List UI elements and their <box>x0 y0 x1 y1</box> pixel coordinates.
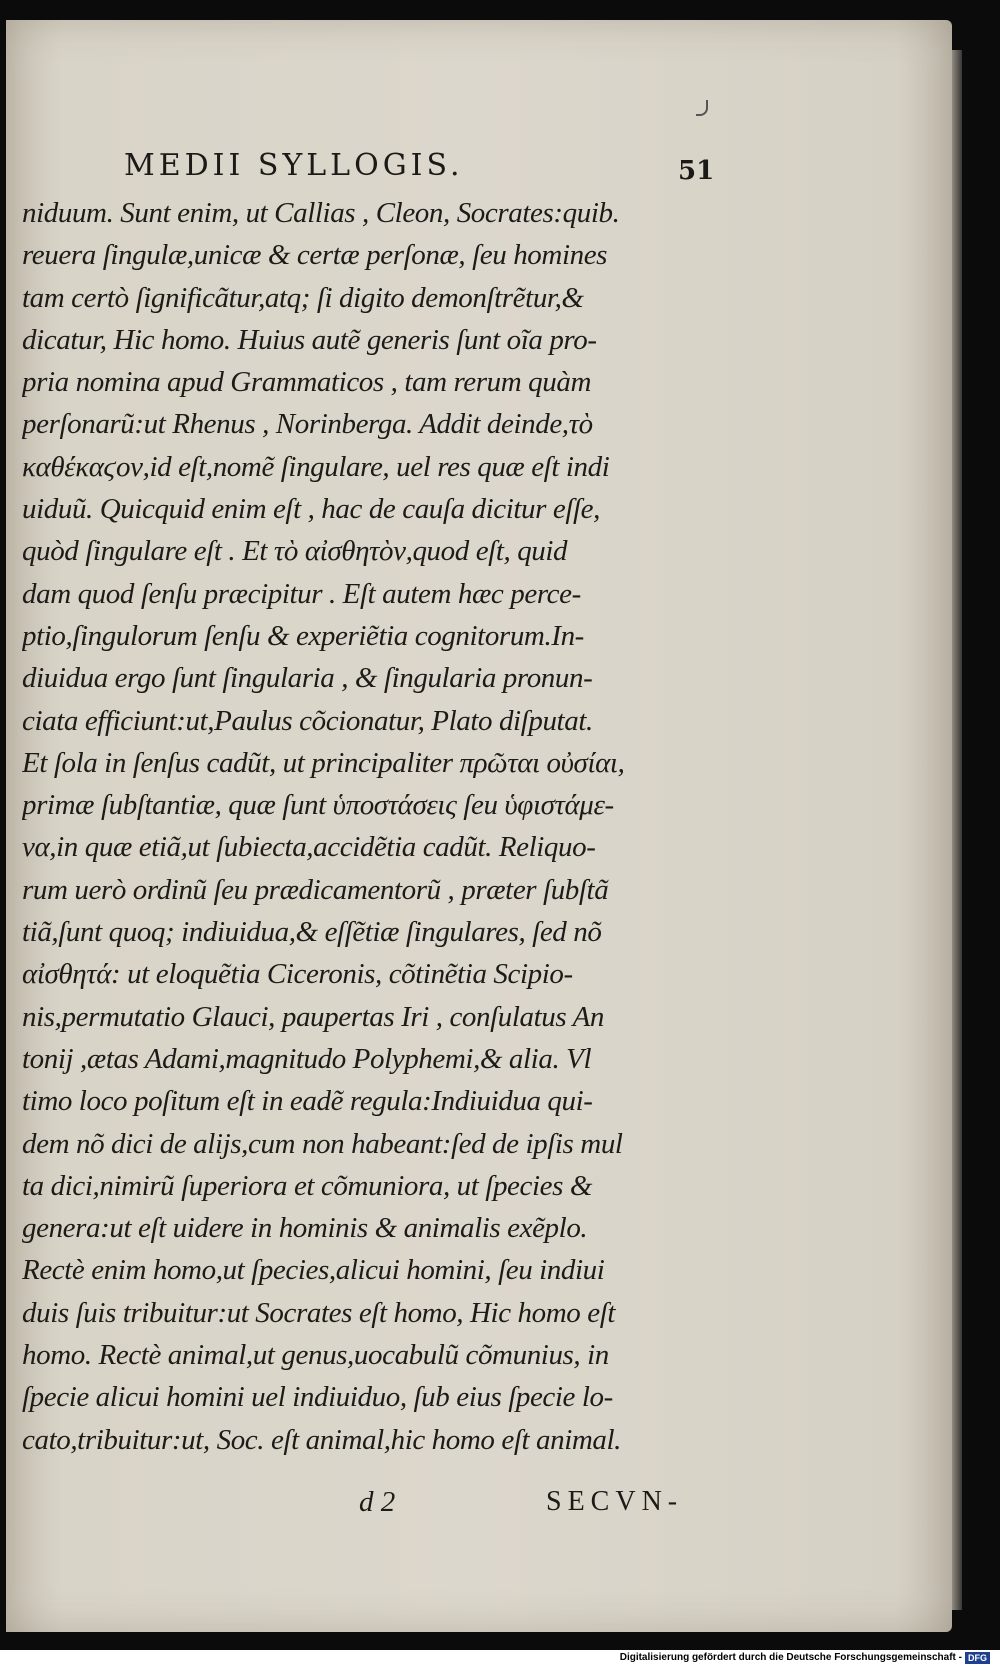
text-line: duis ſuis tribuitur:ut Socrates eſt homo, Hic homo eſt <box>22 1296 616 1329</box>
catchword: SECVN- <box>546 1486 684 1517</box>
book-page <box>6 20 952 1632</box>
text-line: ta dici,nimirũ ſuperiora et cõmuniora, ut ſpecies & <box>22 1169 593 1202</box>
text-line: ciata efficiunt:ut,Paulus cõcionatur, Plato diſputat. <box>22 704 593 737</box>
text-line: reuera ſingulæ,unicæ & certæ perſonæ, ſeu homines <box>22 239 608 272</box>
text-line: homo. Rectè animal,ut genus,uocabulũ cõmunius, in <box>22 1339 609 1372</box>
dfg-credit-text: Digitalisierung gefördert durch die Deutsche Forschungsgemeinschaft - <box>619 1652 962 1663</box>
text-line: primæ ſubſtantiæ, quæ ſunt ὑποστάσεις ſeu ὑφιστάμε- <box>22 789 614 822</box>
folio-number: 51 <box>678 156 715 186</box>
text-line: αἰσθητά: ut eloquẽtia Ciceronis, cõtinẽtia Scipio- <box>22 958 573 991</box>
text-line: dem nõ dici de alijs,cum non habeant:ſed de ipſis mul <box>22 1127 623 1160</box>
dfg-credit <box>620 1651 990 1664</box>
text-line: να,in quæ etiã,ut ſubiecta,accidẽtia cadũt. Reliquo- <box>22 831 596 864</box>
text-line: dicatur, Hic homo. Huius autẽ generis ſunt oĩa pro- <box>22 323 597 356</box>
text-line: uiduũ. Quicquid enim eſt , hac de cauſa dicitur eſſe, <box>22 493 601 526</box>
text-line: dam quod ſenſu præcipitur . Eſt autem hæc perce- <box>22 577 581 610</box>
text-line: genera:ut eſt uidere in hominis & animalis exẽplo. <box>22 1212 588 1245</box>
text-line: pria nomina apud Grammaticos , tam rerum quàm <box>22 366 591 399</box>
text-line: nis,permutatio Glauci, paupertas Iri , conſulatus An <box>22 1000 605 1033</box>
text-line: cato,tribuitur:ut, Soc. eſt animal,hic homo eſt animal. <box>22 1423 622 1456</box>
body-text <box>22 192 732 1461</box>
text-line: Et ſola in ſenſus cadũt, ut principaliter πρῶται οὐσίαι, <box>22 746 625 779</box>
text-line: καθέκαϛον,id eſt,nomẽ ſingulare, uel res quæ eſt indi <box>22 450 610 483</box>
text-line: Rectè enim homo,ut ſpecies,alicui homini, ſeu indiui <box>22 1254 605 1287</box>
ink-mark-icon <box>696 100 708 116</box>
text-line: niduum. Sunt enim, ut Callias , Cleon, Socrates:quib. <box>22 197 620 229</box>
text-line: rum uerò ordinũ ſeu prædicamentorũ , præter ſubſtã <box>22 873 609 906</box>
text-line: tiã,ſunt quoq; indiuidua,& eſſẽtiæ ſingulares, ſed nõ <box>22 916 602 949</box>
text-line: perſonarũ:ut Rhenus , Norinberga. Addit deinde,τὸ <box>22 408 593 441</box>
text-line: ptio,ſingulorum ſenſu & experiẽtia cognitorum.In- <box>22 619 584 652</box>
text-line: tonij ,ætas Adami,magnitudo Polyphemi,& alia. Vl <box>22 1042 592 1075</box>
text-line: ſpecie alicui homini uel indiuiduo, ſub eius ſpecie lo- <box>22 1381 613 1414</box>
text-line: diuidua ergo ſunt ſingularia , & ſingularia pronun- <box>22 662 593 695</box>
signature-mark: d 2 <box>359 1486 396 1518</box>
text-line: timo loco poſitum eſt in eadẽ regula:Indiuidua qui- <box>22 1085 593 1118</box>
dfg-logo-icon: DFG <box>965 1652 990 1664</box>
running-title: MEDII SYLLOGIS. <box>124 148 464 183</box>
text-line: tam certò ſignificãtur,atq; ſi digito demonſtrẽtur,& <box>22 281 584 314</box>
text-line: quòd ſingulare eſt . Et τὸ αἰσθητὸν,quod eſt, quid <box>22 535 568 568</box>
